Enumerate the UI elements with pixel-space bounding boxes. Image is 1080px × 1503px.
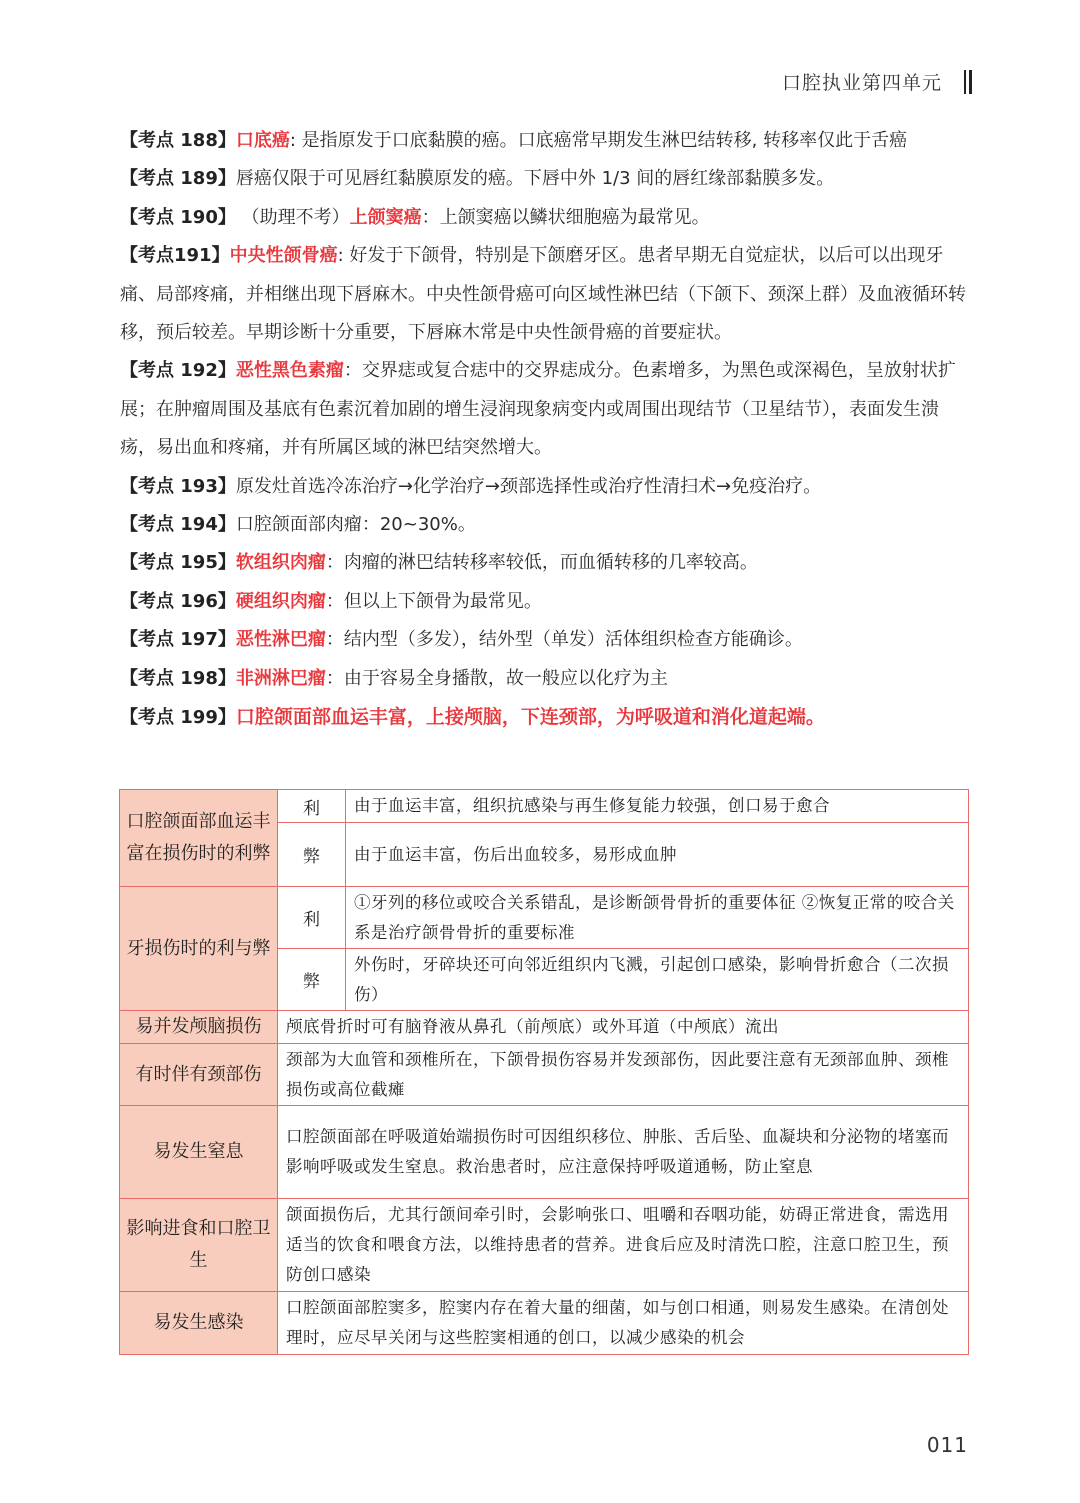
table-row — [120, 1106, 969, 1199]
exam-point-192: 【考点 192】恶性黑色素瘤：交界痣或复合痣中的交界痣成分。色素增多，为黑色或深褐色，呈放射状扩展；在肿瘤周围及基底有色素沉着加剧的增生浸润现象病变内或周围出现结节（卫星结节），表面发生溃疡，易出血和疼痛，并有所属区域的淋巴结突然增大。 — [120, 360, 956, 459]
sub-label-cell: 弊 — [278, 823, 346, 887]
category-cell: 口腔颌面部血运丰富在损伤时的利弊 — [120, 790, 278, 887]
table-row — [120, 1011, 969, 1044]
sub-label-cell: 弊 — [278, 949, 346, 1011]
category-cell: 易发生窒息 — [120, 1106, 278, 1199]
category-cell: 牙损伤时的利与弊 — [120, 887, 278, 1011]
exam-point-188: 【考点 188】口底癌: 是指原发于口底黏膜的癌。口底癌常早期发生淋巴结转移, 转移率仅此于舌癌 — [120, 130, 908, 151]
description-cell: 口腔颌面部腔窦多，腔窦内存在着大量的细菌，如与创口相通，则易发生感染。在清创处理时，应尽早关闭与这些腔窦相通的创口，以减少感染的机会 — [278, 1292, 969, 1355]
exam-point-190: 【考点 190】 （助理不考）上颌窦癌：上颌窦癌以鳞状细胞癌为最常见。 — [120, 206, 710, 228]
exam-point-196: 【考点 196】硬组织肉瘤：但以上下颌骨为最常见。 — [120, 590, 542, 612]
description-cell: 由于血运丰富，组织抗感染与再生修复能力较强，创口易于愈合 — [346, 790, 969, 823]
exam-point-195: 【考点 195】软组织肉瘤：肉瘤的淋巴结转移率较低，而血循转移的几率较高。 — [120, 552, 758, 574]
category-cell: 有时伴有颈部伤 — [120, 1044, 278, 1106]
table-row — [120, 887, 969, 949]
chapter-title: 口腔执业第四单元 — [781, 72, 942, 94]
description-cell: 颈部为大血管和颈椎所在，下颌骨损伤容易并发颈部伤，因此要注意有无颈部血肿、颈椎损伤或高位截瘫 — [278, 1044, 969, 1106]
exam-point-197: 【考点 197】恶性淋巴瘤：结内型（多发），结外型（单发）活体组织检查方能确诊。 — [120, 629, 803, 651]
exam-point-193: 【考点 193】原发灶首选冷冻治疗→化学治疗→颈部选择性或治疗性清扫术→免疫治疗。 — [120, 475, 822, 497]
description-cell: 外伤时，牙碎块还可向邻近组织内飞溅，引起创口感染，影响骨折愈合（二次损伤） — [346, 949, 969, 1011]
exam-point-194: 【考点 194】口腔颌面部肉瘤：20~30%。 — [120, 514, 476, 536]
exam-point-199: 【考点 199】口腔颌面部血运丰富，上接颅脑，下连颈部，为呼吸道和消化道起端。 — [120, 706, 825, 729]
table-row — [120, 1292, 969, 1355]
table-row — [120, 1199, 969, 1292]
header-bar-mark — [964, 70, 972, 94]
page-number: 011 — [926, 1433, 968, 1457]
running-header — [782, 68, 972, 95]
description-cell: ①牙列的移位或咬合关系错乱，是诊断颌骨骨折的重要体征 ②恢复正常的咬合关系是治疗颌骨骨折的重要标准 — [346, 887, 969, 949]
category-cell: 影响进食和口腔卫生 — [120, 1199, 278, 1292]
injury-characteristics-table — [119, 789, 969, 1355]
sub-label-cell: 利 — [278, 790, 346, 823]
description-cell: 口腔颌面部在呼吸道始端损伤时可因组织移位、肿胀、舌后坠、血凝块和分泌物的堵塞而影响呼吸或发生窒息。救治患者时，应注意保持呼吸道通畅，防止窒息 — [278, 1106, 969, 1199]
description-cell: 颅底骨折时可有脑脊液从鼻孔（前颅底）或外耳道（中颅底）流出 — [278, 1011, 969, 1044]
exam-point-198: 【考点 198】非洲淋巴瘤：由于容易全身播散，故一般应以化疗为主 — [120, 667, 668, 689]
sub-label-cell: 利 — [278, 887, 346, 949]
exam-point-189: 【考点 189】唇癌仅限于可见唇红黏膜原发的癌。下唇中外 1/3 间的唇红缘部黏膜多发。 — [120, 168, 835, 190]
description-cell: 颌面损伤后，尤其行颌间牵引时，会影响张口、咀嚼和吞咽功能，妨碍正常进食，需选用适当的饮食和喂食方法，以维持患者的营养。进食后应及时清洗口腔，注意口腔卫生，预防创口感染 — [278, 1199, 969, 1292]
exam-point-191: 【考点191】中央性颌骨癌: 好发于下颌骨，特别是下颌磨牙区。患者早期无自觉症状，以后可以出现牙痛、局部疼痛，并相继出现下唇麻木。中央性颌骨癌可向区域性淋巴结（下颌下、颈深上群）及血液循环转移，预后较差。早期诊断十分重要，下唇麻木常是中央性颌骨癌的首要症状。 — [120, 245, 966, 344]
category-cell: 易并发颅脑损伤 — [120, 1011, 278, 1044]
exam-points — [120, 122, 970, 738]
description-cell: 由于血运丰富，伤后出血较多，易形成血肿 — [346, 823, 969, 887]
category-cell: 易发生感染 — [120, 1292, 278, 1355]
table-row — [120, 1044, 969, 1106]
table-row — [120, 790, 969, 823]
